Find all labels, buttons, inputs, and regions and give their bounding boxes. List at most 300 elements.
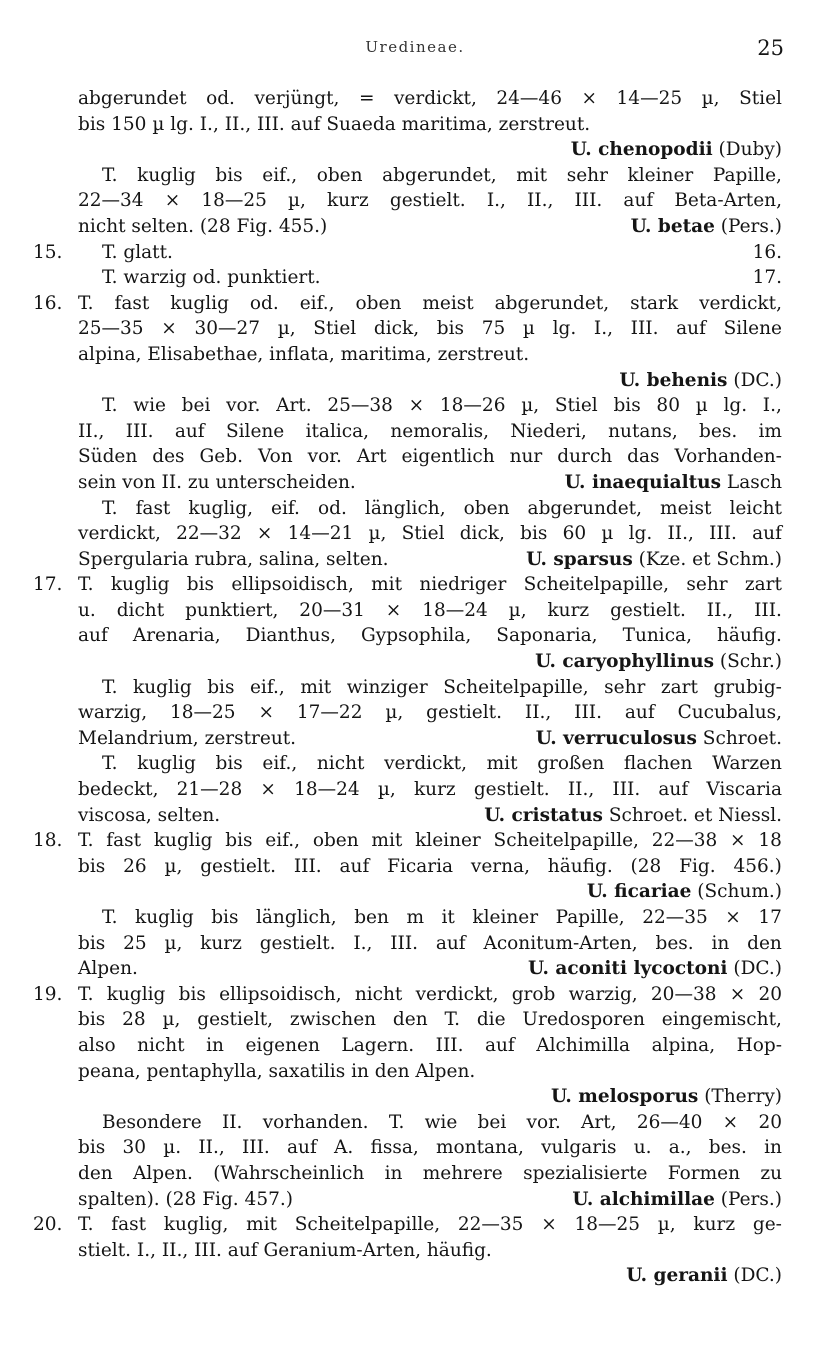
line-text: stielt. I., II., III. auf Geranium-Arten, häufig. — [78, 1239, 492, 1261]
word: mit — [246, 1214, 277, 1236]
word: eif., — [262, 753, 298, 775]
word: nicht — [137, 1034, 185, 1056]
word: lg. — [552, 318, 577, 340]
word: III. — [293, 855, 322, 877]
text-line — [0, 1212, 830, 1238]
taxon-name: U. chenopodii — [570, 139, 713, 161]
word: T. — [102, 907, 118, 928]
word: 21—28 — [176, 779, 243, 801]
word: µ, — [164, 855, 183, 877]
word: × — [164, 190, 181, 212]
taxon-author: (Kze. et Schm.) — [632, 548, 782, 570]
word: Warzen — [712, 753, 782, 775]
word: ellipsoidisch, — [219, 983, 342, 1005]
word: eif., — [265, 830, 301, 852]
word: kuglig — [110, 574, 170, 596]
word: (28 — [630, 855, 662, 877]
word: dick, — [373, 318, 420, 340]
word: fast — [135, 497, 171, 519]
word: alpina, — [651, 1034, 716, 1056]
running-header: Uredineae. — [365, 38, 465, 56]
taxon-name: U. melosporus — [550, 1086, 699, 1108]
word: II., — [198, 1137, 225, 1159]
word: italica, — [305, 420, 370, 442]
word: zart — [660, 676, 698, 698]
word: kurz — [547, 599, 590, 621]
word: stark — [630, 292, 679, 314]
word: wie — [424, 1111, 458, 1133]
taxon-name: U. geranii — [626, 1265, 728, 1287]
word: gestielt. — [610, 599, 686, 621]
word: Papille, — [712, 164, 782, 186]
word: 20 — [758, 983, 782, 1005]
word: od. — [206, 88, 235, 109]
word: sehr — [604, 676, 646, 698]
word: kuglig, — [188, 497, 253, 519]
word: Hop- — [736, 1034, 782, 1056]
text-line-with-taxon — [0, 803, 830, 829]
word: 22—35 — [642, 907, 708, 928]
word: abgerundet — [78, 88, 187, 109]
word: auf — [78, 625, 108, 647]
word: T. — [78, 574, 94, 596]
word: gestielt. — [389, 190, 466, 212]
word: auf — [174, 420, 205, 442]
word: zu — [760, 1162, 782, 1184]
word: 24—46 — [496, 88, 562, 109]
word: Von — [257, 446, 293, 468]
word: bis — [613, 395, 641, 417]
word: bes. — [708, 1137, 747, 1159]
word: grob — [511, 983, 556, 1005]
word: winziger — [346, 676, 428, 698]
text-line — [0, 316, 830, 342]
word: auf — [287, 1137, 317, 1159]
taxon-name: U. inaequialtus — [564, 471, 722, 493]
word: Uredosporen — [522, 1009, 645, 1031]
word: bis — [186, 574, 215, 596]
word: verjüngt, — [254, 88, 340, 109]
word: kuglig — [170, 292, 229, 314]
word: das — [627, 446, 660, 468]
word: kurz — [327, 190, 369, 212]
word: T. — [78, 983, 94, 1005]
word: 22—32 — [176, 523, 242, 545]
word: des — [152, 446, 185, 468]
word: fast — [106, 830, 142, 852]
text-line — [0, 86, 830, 112]
word: ge- — [752, 1214, 782, 1236]
word: bis — [520, 523, 548, 545]
word: × — [730, 830, 746, 852]
text-line-with-taxon — [0, 956, 830, 982]
word: A. — [334, 1137, 354, 1159]
word: 60 — [562, 523, 587, 545]
word: gestielt. — [200, 855, 277, 877]
word: kuglig — [137, 753, 196, 775]
text-line — [0, 598, 830, 624]
word: nemoralis, — [390, 420, 490, 442]
word: verdickt, — [393, 88, 477, 109]
word: Stiel — [739, 88, 782, 109]
word: × — [729, 983, 746, 1005]
word: od. — [249, 292, 279, 314]
word: Scheitelpapille, — [523, 574, 670, 596]
word: nur — [509, 446, 543, 468]
taxon-line — [0, 1084, 830, 1110]
word: 17 — [758, 907, 782, 928]
couplet-number: 20. — [33, 1214, 63, 1236]
line-text: nicht selten. (28 Fig. 455.) — [78, 215, 328, 237]
word: bis — [215, 164, 243, 186]
line-text: Melandrium, zerstreut. — [78, 727, 297, 749]
word: II. — [221, 1111, 243, 1133]
word: u. — [633, 1137, 652, 1159]
word: × — [722, 1111, 739, 1133]
key-line — [0, 240, 830, 266]
word: in — [206, 1034, 224, 1056]
word: Art, — [581, 1111, 617, 1133]
taxon-name: U. betae — [630, 215, 715, 237]
word: länglich, — [364, 497, 446, 519]
word: fissa, — [370, 1137, 419, 1159]
word: µ, — [368, 523, 387, 545]
line-text: sein von II. zu unterscheiden. — [78, 471, 356, 493]
word: × — [725, 907, 741, 928]
text-line — [0, 291, 830, 317]
word: nicht — [354, 983, 403, 1005]
word: 18—24 — [294, 779, 360, 801]
word: 18—26 — [439, 395, 506, 417]
taxon-citation — [572, 1187, 782, 1213]
text-line — [0, 393, 830, 419]
word: kurz — [413, 779, 456, 801]
word: 22—35 — [457, 1214, 524, 1236]
word: vor. — [226, 395, 261, 417]
taxon-line — [0, 368, 830, 394]
text-line — [0, 572, 830, 598]
word: 20—38 — [650, 983, 717, 1005]
word: I., — [593, 318, 613, 340]
word: III. — [390, 932, 419, 954]
word: µ — [695, 395, 708, 417]
word: it — [441, 907, 455, 928]
word: nutans, — [608, 420, 678, 442]
word: III. — [241, 1137, 270, 1159]
couplet-number: 18. — [33, 830, 63, 852]
word: µ, — [288, 190, 306, 212]
word: III. — [612, 779, 641, 801]
word: mit — [516, 164, 548, 186]
word: I., — [486, 190, 506, 212]
page-number: 25 — [757, 36, 784, 60]
text-line-with-taxon — [0, 726, 830, 752]
line-text: Alpen. — [78, 958, 138, 980]
word: auf — [339, 855, 370, 877]
word: µ, — [508, 599, 527, 621]
word: 26—40 — [636, 1111, 703, 1133]
text-line — [0, 1059, 830, 1085]
word: bes. — [699, 420, 738, 442]
text-line — [0, 163, 830, 189]
word: mit — [371, 830, 403, 852]
word: zart — [744, 574, 782, 596]
word: Viscaria — [706, 779, 782, 801]
word: vulgaris — [541, 1137, 617, 1159]
word: abgerundet, — [382, 164, 497, 186]
word: im — [758, 420, 782, 442]
taxon-line — [0, 649, 830, 675]
word: II., — [524, 702, 552, 724]
word: sehr — [566, 164, 608, 186]
word: montana, — [435, 1137, 524, 1159]
word: T. — [102, 676, 118, 698]
word: eif., — [299, 292, 335, 314]
taxon-name: U. cristatus — [484, 804, 603, 826]
line-text: alpina, Elisabethae, inflata, maritima, zerstreut. — [78, 343, 530, 365]
word: kuglig, — [163, 1214, 229, 1236]
word: warzig, — [568, 983, 638, 1005]
text-line — [0, 1110, 830, 1136]
text-line — [0, 623, 830, 649]
word: eif. — [271, 497, 300, 519]
word: verdickt, — [699, 292, 782, 314]
word: gestielt. — [259, 932, 336, 954]
word: nicht — [316, 753, 365, 775]
word: Stiel — [313, 318, 357, 340]
text-line — [0, 188, 830, 214]
line-text: Spergularia rubra, salina, selten. — [78, 548, 389, 570]
text-line — [0, 777, 830, 803]
taxon-author: Lasch — [721, 471, 782, 493]
key-text: T. warzig od. punktiert. — [102, 267, 321, 289]
word: bis — [436, 318, 465, 340]
word: × — [256, 523, 273, 545]
word: Stiel — [554, 395, 598, 417]
word: T. — [102, 753, 118, 775]
taxon-name: U. sparsus — [526, 548, 633, 570]
taxon-author: (Therry) — [698, 1086, 782, 1108]
word: Art. — [276, 395, 312, 417]
text-line — [0, 1033, 830, 1059]
word: auf — [752, 523, 782, 545]
text-line-with-taxon — [0, 1187, 830, 1213]
word: die — [476, 1009, 506, 1031]
word: auf — [658, 779, 689, 801]
word: Art — [356, 446, 387, 468]
word: 18—24 — [422, 599, 488, 621]
word: vorhanden. — [262, 1111, 369, 1133]
word: kurz — [200, 932, 242, 954]
taxon-line — [0, 137, 830, 163]
word: kuglig — [133, 676, 192, 698]
key-reference: 17. — [752, 267, 782, 289]
word: kleiner — [627, 164, 694, 186]
word: III. — [574, 190, 603, 212]
word: mehrere — [422, 1162, 503, 1184]
word: Alchimilla — [536, 1034, 631, 1056]
word: in — [764, 1137, 782, 1159]
word: kuglig — [106, 983, 166, 1005]
text-body — [0, 86, 830, 1289]
taxon-citation — [536, 726, 782, 752]
word: Dianthus, — [245, 625, 336, 647]
couplet-number: 17. — [33, 574, 63, 596]
word: lg. — [723, 395, 748, 417]
word: T. — [102, 497, 118, 519]
word: also — [78, 1034, 116, 1056]
word: oben — [463, 497, 510, 519]
taxon-author: (DC.) — [727, 1265, 782, 1287]
word: Silene — [723, 318, 782, 340]
word: Gypsophila, — [361, 625, 472, 647]
word: punktiert, — [185, 599, 279, 621]
word: II., — [706, 599, 734, 621]
word: Scheitelpapille, — [443, 676, 589, 698]
word: wie — [133, 395, 166, 417]
word: den — [392, 1009, 428, 1031]
word: bis — [215, 753, 243, 775]
line-text: peana, pentaphylla, saxatilis in den Alpen. — [78, 1060, 476, 1082]
word: großen — [537, 753, 605, 775]
word: auf — [624, 702, 655, 724]
taxon-name: U. caryophyllinus — [535, 651, 715, 673]
word: × — [581, 88, 598, 109]
word: Tunica, — [622, 625, 692, 647]
word: Saponaria, — [496, 625, 598, 647]
word: u. — [78, 599, 96, 621]
word: Formen — [667, 1162, 741, 1184]
word: bedeckt, — [78, 779, 159, 801]
word: × — [541, 1214, 557, 1236]
word: den — [747, 932, 782, 954]
word: vor. — [526, 1111, 561, 1133]
text-line — [0, 982, 830, 1008]
text-line-with-taxon — [0, 547, 830, 573]
word: abgerundet, — [494, 292, 610, 314]
word: in — [711, 932, 730, 954]
word: meist — [660, 497, 712, 519]
word: 30—27 — [194, 318, 261, 340]
word: 26 — [123, 855, 147, 877]
word: gestielt, — [197, 1009, 274, 1031]
text-line-with-taxon — [0, 470, 830, 496]
key-text: T. glatt. — [102, 241, 173, 263]
text-line — [0, 931, 830, 957]
taxon-name: U. ficariae — [586, 881, 692, 903]
word: × — [161, 318, 177, 340]
taxon-author: (Schum.) — [691, 881, 782, 903]
word: eingemischt, — [661, 1009, 782, 1031]
word: Geb. — [199, 446, 243, 468]
word: bis — [78, 932, 106, 954]
word: 18—25 — [201, 190, 267, 212]
word: eif., — [249, 676, 285, 698]
word: 14—25 — [616, 88, 683, 109]
key-reference: 16. — [752, 241, 782, 263]
word: T. — [78, 830, 94, 852]
word: m — [406, 907, 424, 928]
word: bis — [207, 676, 235, 698]
text-line — [0, 828, 830, 854]
text-line — [0, 905, 830, 931]
word: 17—22 — [296, 702, 363, 724]
word: Aconitum-Arten, — [483, 932, 638, 954]
word: Stiel — [401, 523, 445, 545]
word: verdickt, — [384, 753, 467, 775]
taxon-name: U. behenis — [619, 369, 728, 391]
word: Lagern. — [341, 1034, 415, 1056]
word: fast — [114, 292, 150, 314]
word: gestielt. — [473, 779, 550, 801]
word: verna, — [470, 855, 530, 877]
word: spezialisierte — [523, 1162, 648, 1184]
word: Besondere — [102, 1111, 202, 1133]
word: T. — [78, 292, 94, 314]
word: 25—38 — [327, 395, 393, 417]
word: III. — [630, 318, 659, 340]
word: fast — [111, 1214, 147, 1236]
word: bei — [181, 395, 211, 417]
taxon-line — [0, 1263, 830, 1289]
word: grubig- — [713, 676, 782, 698]
taxon-citation — [631, 214, 782, 240]
word: auf — [435, 932, 466, 954]
text-line — [0, 700, 830, 726]
word: eigenen — [245, 1034, 320, 1056]
word: den — [78, 1162, 113, 1184]
text-line — [0, 1135, 830, 1161]
word: 80 — [656, 395, 680, 417]
taxon-author: Schroet. — [696, 727, 782, 749]
word: T. — [102, 395, 118, 417]
word: µ, — [701, 88, 720, 109]
text-line — [0, 521, 830, 547]
word: leicht — [729, 497, 782, 519]
word: µ, — [164, 932, 183, 954]
word: länglich, — [255, 907, 337, 928]
word: verdickt, — [78, 523, 161, 545]
taxon-author: (DC.) — [727, 958, 782, 980]
word: Cucubalus, — [677, 702, 782, 724]
word: µ. — [163, 1137, 182, 1159]
taxon-name: U. alchimillae — [572, 1188, 715, 1210]
word: Fig. — [679, 855, 716, 877]
word: kleiner — [415, 830, 481, 852]
word: niedriger — [419, 574, 507, 596]
word: II., — [567, 779, 595, 801]
word: kuglig — [137, 164, 196, 186]
word: bis — [78, 855, 106, 877]
word: µ, — [521, 395, 540, 417]
word: 14—21 — [287, 523, 354, 545]
word: 18—25 — [170, 702, 236, 724]
word: Vorhanden- — [674, 446, 782, 468]
word: III. — [435, 1034, 464, 1056]
word: bis — [178, 983, 206, 1005]
text-line — [0, 751, 830, 777]
text-line — [0, 496, 830, 522]
word: eigentlich — [401, 446, 495, 468]
word: T. — [78, 1214, 94, 1236]
text-line — [0, 1238, 830, 1264]
word: auf — [676, 318, 706, 340]
word: Silene — [225, 420, 285, 442]
word: auf — [484, 1034, 515, 1056]
word: flachen — [623, 753, 693, 775]
word: I., — [762, 395, 782, 417]
word: oben — [355, 292, 402, 314]
